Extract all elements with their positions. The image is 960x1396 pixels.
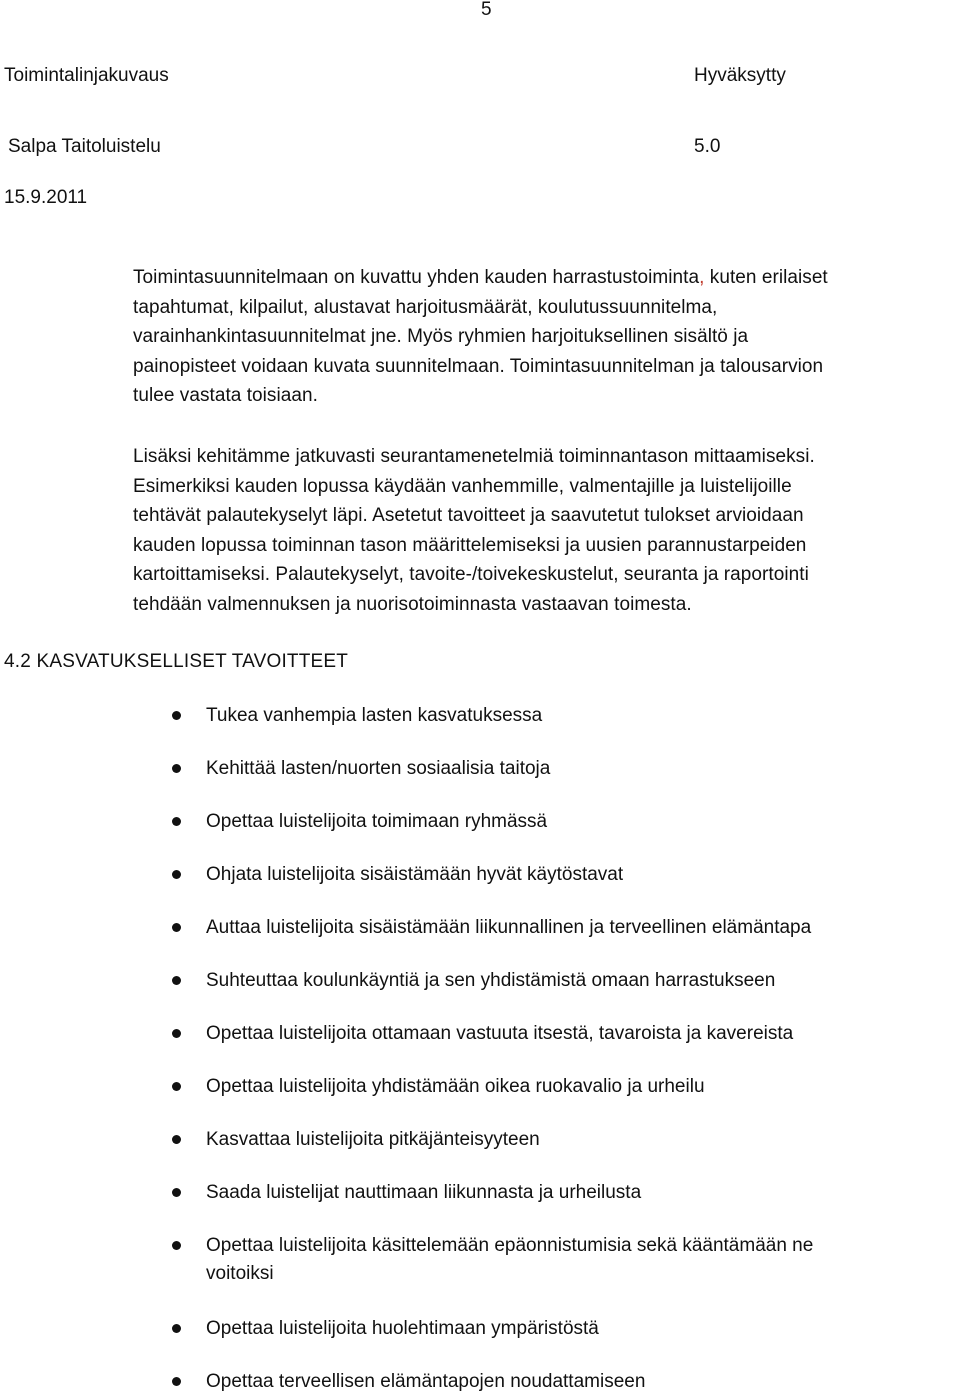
- intro-line: [133, 263, 953, 293]
- intro-line: painopisteet voidaan kuvata suunnitelmaan. Toimintasuunnitelman ja talousarvion: [133, 355, 824, 377]
- doc-status: Hyväksytty: [694, 65, 786, 86]
- intro-line: tapahtumat, kilpailut, alustavat harjoitusmäärät, koulutussuunnitelma,: [133, 296, 718, 318]
- intro-line: tehdään valmennuksen ja nuorisotoiminnasta vastaavan toimesta.: [133, 593, 692, 615]
- goal-text-line: Opettaa luistelijoita ottamaan vastuuta itsestä, tavaroista ja kavereista: [206, 1023, 794, 1044]
- intro-line: Lisäksi kehitämme jatkuvasti seurantamenetelmiä toiminnantason mittaamiseksi.: [133, 446, 815, 467]
- goal-text-line: Opettaa luistelijoita käsittelemään epäonnistumisia sekä kääntämään ne: [206, 1235, 814, 1256]
- intro-line: kartoittamiseksi. Palautekyselyt, tavoite-/toivekeskustelut, seuranta ja raportointi: [133, 564, 809, 585]
- intro-paragraph-2: [133, 442, 953, 619]
- doc-type: Toimintalinjakuvaus: [4, 65, 169, 86]
- bullet-icon: [172, 1377, 181, 1386]
- bullet-icon: [172, 1082, 181, 1091]
- goal-text: [206, 1126, 946, 1154]
- intro-line: tulee vastata toisiaan.: [133, 385, 318, 406]
- bullet-icon: [172, 976, 181, 985]
- goal-text-line: voitoiksi: [206, 1263, 274, 1284]
- goal-text: [206, 1179, 946, 1207]
- goal-text-line: Suhteuttaa koulunkäyntiä ja sen yhdistämistä omaan harrastukseen: [206, 970, 776, 991]
- goal-text: [206, 1368, 946, 1396]
- bullet-icon: [172, 764, 181, 773]
- doc-version: 5.0: [694, 136, 721, 157]
- doc-date: 15.9.2011: [4, 187, 88, 208]
- goal-text: [206, 1315, 946, 1343]
- bullet-icon: [172, 923, 181, 932]
- goal-text-line: Opettaa luistelijoita huolehtimaan ympäristöstä: [206, 1318, 599, 1339]
- goal-text: [206, 967, 946, 995]
- goal-text: [206, 808, 946, 836]
- page-number: 5: [481, 0, 492, 20]
- goal-text-line: Tukea vanhempia lasten kasvatuksessa: [206, 705, 543, 726]
- section-heading: 4.2 KASVATUKSELLISET TAVOITTEET: [4, 651, 349, 672]
- intro-paragraph-1: [133, 263, 953, 411]
- organization-name: Salpa Taitoluistelu: [8, 136, 161, 157]
- bullet-icon: [172, 1324, 181, 1333]
- bullet-icon: [172, 1029, 181, 1038]
- goal-text: [206, 702, 946, 730]
- goal-text: [206, 1232, 946, 1288]
- bullet-icon: [172, 1135, 181, 1144]
- goal-text-line: Opettaa luistelijoita toimimaan ryhmässä: [206, 811, 548, 832]
- intro-line-red-text: ,: [699, 267, 705, 288]
- intro-line: Esimerkiksi kauden lopussa käydään vanhemmille, valmentajille ja luistelijoille: [133, 475, 792, 497]
- goal-text-line: Opettaa terveellisen elämäntapojen noudattamiseen: [206, 1371, 646, 1392]
- goal-text-line: Kehittää lasten/nuorten sosiaalisia taitoja: [206, 758, 551, 779]
- intro-line-text: Toimintasuunnitelmaan on kuvattu yhden kauden harrastustoiminta: [133, 267, 700, 288]
- intro-line: kauden lopussa toiminnan tason määrittelemiseksi ja uusien parannustarpeiden: [133, 534, 807, 556]
- goal-text: [206, 1020, 946, 1048]
- intro-line-text: kuten erilaiset: [704, 267, 828, 288]
- goal-text: [206, 755, 946, 783]
- goal-text-line: Saada luistelijat nauttimaan liikunnasta ja urheilusta: [206, 1182, 642, 1203]
- bullet-icon: [172, 1188, 181, 1197]
- goal-text: [206, 914, 946, 942]
- intro-line: varainhankintasuunnitelmat jne. Myös ryhmien harjoituksellinen sisältö ja: [133, 326, 749, 347]
- goal-text-line: Kasvattaa luistelijoita pitkäjänteisyyteen: [206, 1129, 540, 1150]
- intro-line: tehtävät palautekyselyt läpi. Asetetut tavoitteet ja saavutetut tulokset arvioidaan: [133, 505, 804, 526]
- goal-text-line: Ohjata luistelijoita sisäistämään hyvät käytöstavat: [206, 864, 624, 885]
- bullet-icon: [172, 711, 181, 720]
- goal-text-line: Auttaa luistelijoita sisäistämään liikunnallinen ja terveellinen elämäntapa: [206, 917, 812, 938]
- bullet-icon: [172, 1241, 181, 1250]
- goal-text-line: Opettaa luistelijoita yhdistämään oikea ruokavalio ja urheilu: [206, 1076, 705, 1097]
- bullet-icon: [172, 817, 181, 826]
- goal-text: [206, 861, 946, 889]
- bullet-icon: [172, 870, 181, 879]
- goal-text: [206, 1073, 946, 1101]
